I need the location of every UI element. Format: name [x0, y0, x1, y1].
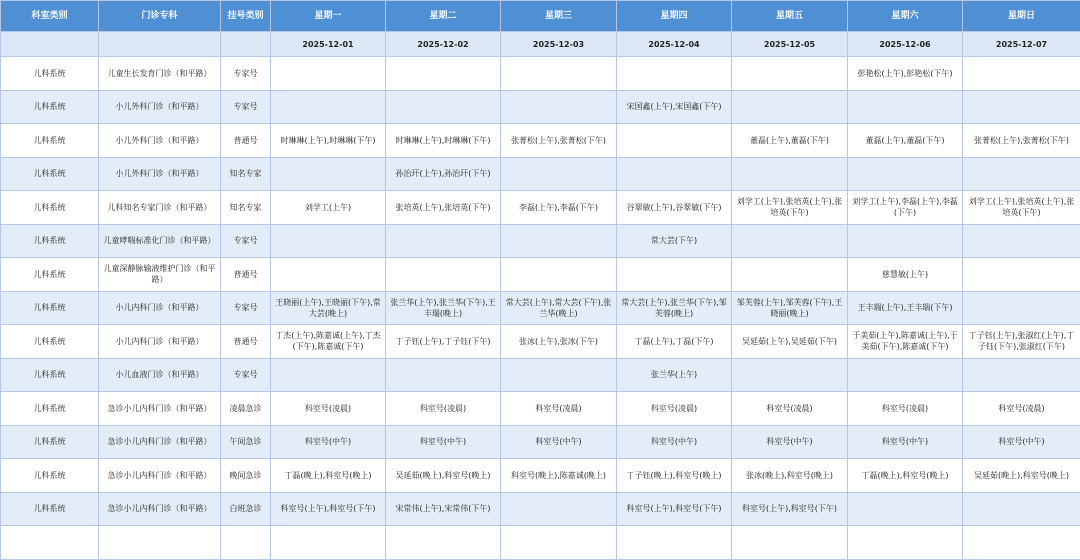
date-sat: 2025-12-06: [848, 32, 963, 57]
cell-sat: [848, 90, 963, 124]
cell-clinic-specialty: 小儿外科门诊（和平路）: [99, 90, 221, 124]
cell-dept-category: 儿科系统: [1, 57, 99, 91]
date-registration-type: [221, 32, 271, 57]
table-row: [1, 325, 1080, 359]
cell-clinic-specialty: 儿童哮喘标准化门诊（和平路）: [99, 224, 221, 258]
cell-fri: [732, 57, 848, 91]
cell-dept-category: 儿科系统: [1, 325, 99, 359]
cell-registration-type: 专家号: [221, 291, 271, 325]
cell-mon[interactable]: 王晓丽(上午),王晓丽(下午),常大芸(晚上): [271, 291, 386, 325]
cell-mon: [271, 57, 386, 91]
cell-mon: [271, 157, 386, 191]
cell-registration-type: 普通号: [221, 258, 271, 292]
cell-sun: [963, 358, 1080, 392]
cell-sat[interactable]: 慈慧敏(上午): [848, 258, 963, 292]
cell-thu[interactable]: 科室号(上午),科室号(下午): [617, 492, 732, 526]
cell-tue[interactable]: 丁子钰(上午),丁子钰(下午): [386, 325, 501, 359]
cell-registration-type: 专家号: [221, 358, 271, 392]
cell-tue[interactable]: 张培英(上午),张培英(下午): [386, 191, 501, 225]
table-row: [1, 90, 1080, 124]
cell-dept-category: 儿科系统: [1, 90, 99, 124]
cell-registration-type: 知名专家: [221, 191, 271, 225]
cell-clinic-specialty: 儿童深静脉输液维护门诊（和平路）: [99, 258, 221, 292]
cell-sun: [963, 157, 1080, 191]
cell-fri[interactable]: 张冰(晚上),科室号(晚上): [732, 459, 848, 493]
cell-sat[interactable]: 王丰瑞(上午),王丰瑞(下午): [848, 291, 963, 325]
cell-fri[interactable]: 科室号(中午): [732, 425, 848, 459]
empty-cell: [848, 526, 963, 560]
cell-mon: [271, 258, 386, 292]
cell-mon[interactable]: 科室号(中午): [271, 425, 386, 459]
cell-wed[interactable]: 科室号(晚上),陈嘉诚(晚上): [501, 459, 617, 493]
cell-fri[interactable]: 科室号(凌晨): [732, 392, 848, 426]
cell-wed: [501, 57, 617, 91]
cell-sun[interactable]: 张菁松(上午),张菁松(下午): [963, 124, 1080, 158]
cell-sun: [963, 492, 1080, 526]
cell-sat[interactable]: 于美茹(上午),陈嘉诚(上午),于美茹(下午),陈嘉诚(下午): [848, 325, 963, 359]
cell-mon: [271, 358, 386, 392]
table-row: [1, 291, 1080, 325]
cell-clinic-specialty: 儿童生长发育门诊（和平路）: [99, 57, 221, 91]
table-row: [1, 157, 1080, 191]
table-row: [1, 392, 1080, 426]
header-dept-category: 科室类别: [1, 1, 99, 32]
cell-tue[interactable]: 吴延茹(晚上),科室号(晚上): [386, 459, 501, 493]
cell-clinic-specialty: 小儿外科门诊（和平路）: [99, 124, 221, 158]
cell-thu: [617, 124, 732, 158]
cell-sun[interactable]: 刘学工(上午),张培英(上午),张培英(下午): [963, 191, 1080, 225]
cell-thu: [617, 258, 732, 292]
header-thu: 星期四: [617, 1, 732, 32]
cell-tue: [386, 358, 501, 392]
cell-dept-category: 儿科系统: [1, 124, 99, 158]
date-dept-category: [1, 32, 99, 57]
cell-clinic-specialty: 急诊小儿内科门诊（和平路）: [99, 392, 221, 426]
cell-fri[interactable]: 科室号(上午),科室号(下午): [732, 492, 848, 526]
cell-thu[interactable]: 丁磊(上午),丁磊(下午): [617, 325, 732, 359]
cell-wed: [501, 492, 617, 526]
cell-fri: [732, 358, 848, 392]
cell-tue: [386, 57, 501, 91]
cell-wed[interactable]: 常大芸(上午),常大芸(下午),张兰华(晚上): [501, 291, 617, 325]
cell-sat: [848, 157, 963, 191]
header-fri: 星期五: [732, 1, 848, 32]
cell-sat[interactable]: 丁磊(晚上),科室号(晚上): [848, 459, 963, 493]
cell-tue: [386, 224, 501, 258]
cell-fri: [732, 157, 848, 191]
cell-clinic-specialty: 急诊小儿内科门诊（和平路）: [99, 492, 221, 526]
cell-sun[interactable]: 科室号(凌晨): [963, 392, 1080, 426]
cell-wed: [501, 224, 617, 258]
cell-wed: [501, 358, 617, 392]
cell-registration-type: 晚间急诊: [221, 459, 271, 493]
table-row: [1, 124, 1080, 158]
cell-thu[interactable]: 张兰华(上午): [617, 358, 732, 392]
cell-tue[interactable]: 科室号(中午): [386, 425, 501, 459]
cell-dept-category: 儿科系统: [1, 392, 99, 426]
cell-sun[interactable]: 吴延茹(晚上),科室号(晚上): [963, 459, 1080, 493]
date-tue: 2025-12-02: [386, 32, 501, 57]
cell-sat: [848, 358, 963, 392]
cell-sat: [848, 492, 963, 526]
header-tue: 星期二: [386, 1, 501, 32]
cell-fri[interactable]: 刘学工(上午),张培英(上午),张培英(下午): [732, 191, 848, 225]
cell-tue[interactable]: 张兰华(上午),张兰华(下午),王丰瑞(晚上): [386, 291, 501, 325]
cell-registration-type: 专家号: [221, 57, 271, 91]
cell-mon: [271, 224, 386, 258]
cell-sat[interactable]: 科室号(凌晨): [848, 392, 963, 426]
empty-cell: [221, 526, 271, 560]
cell-sun: [963, 224, 1080, 258]
cell-sat[interactable]: 刘学工(上午),李磊(上午),李磊(下午): [848, 191, 963, 225]
schedule-body: [1, 57, 1080, 560]
cell-sat[interactable]: 董磊(上午),董磊(下午): [848, 124, 963, 158]
cell-clinic-specialty: 小儿内科门诊（和平路）: [99, 325, 221, 359]
cell-sun: [963, 291, 1080, 325]
empty-cell: [271, 526, 386, 560]
empty-cell: [617, 526, 732, 560]
header-sat: 星期六: [848, 1, 963, 32]
date-sun: 2025-12-07: [963, 32, 1080, 57]
table-row: [1, 191, 1080, 225]
cell-clinic-specialty: 小儿外科门诊（和平路）: [99, 157, 221, 191]
date-thu: 2025-12-04: [617, 32, 732, 57]
header-registration-type: 挂号类别: [221, 1, 271, 32]
cell-dept-category: 儿科系统: [1, 224, 99, 258]
cell-clinic-specialty: 急诊小儿内科门诊（和平路）: [99, 425, 221, 459]
cell-mon[interactable]: 科室号(凌晨): [271, 392, 386, 426]
cell-fri[interactable]: 董磊(上午),董磊(下午): [732, 124, 848, 158]
cell-dept-category: 儿科系统: [1, 492, 99, 526]
table-row: [1, 224, 1080, 258]
cell-mon[interactable]: 科室号(上午),科室号(下午): [271, 492, 386, 526]
cell-dept-category: 儿科系统: [1, 425, 99, 459]
cell-registration-type: 普通号: [221, 325, 271, 359]
cell-dept-category: 儿科系统: [1, 358, 99, 392]
cell-thu: [617, 157, 732, 191]
cell-dept-category: 儿科系统: [1, 291, 99, 325]
cell-fri: [732, 90, 848, 124]
empty-cell: [501, 526, 617, 560]
cell-tue: [386, 258, 501, 292]
table-row: [1, 57, 1080, 91]
cell-tue[interactable]: 孙治玕(上午),孙治玕(下午): [386, 157, 501, 191]
cell-sun: [963, 258, 1080, 292]
cell-dept-category: 儿科系统: [1, 459, 99, 493]
cell-fri[interactable]: 邹芙蓉(上午),邹芙蓉(下午),王晓丽(晚上): [732, 291, 848, 325]
cell-mon[interactable]: 刘学工(上午): [271, 191, 386, 225]
table-row: [1, 459, 1080, 493]
cell-registration-type: 凌晨急诊: [221, 392, 271, 426]
cell-mon[interactable]: 丁杰(上午),陈嘉诚(上午),丁杰(下午),陈嘉诚(下午): [271, 325, 386, 359]
empty-row: [1, 526, 1080, 560]
cell-thu: [617, 57, 732, 91]
cell-wed: [501, 90, 617, 124]
table-row: [1, 492, 1080, 526]
cell-dept-category: 儿科系统: [1, 157, 99, 191]
cell-thu[interactable]: 常大芸(下午): [617, 224, 732, 258]
cell-sat: [848, 224, 963, 258]
header-sun: 星期日: [963, 1, 1080, 32]
cell-clinic-specialty: 儿科知名专家门诊（和平路）: [99, 191, 221, 225]
cell-sat[interactable]: 彭艳松(上午),彭艳松(下午): [848, 57, 963, 91]
header-wed: 星期三: [501, 1, 617, 32]
empty-cell: [1, 526, 99, 560]
cell-fri: [732, 258, 848, 292]
cell-clinic-specialty: 急诊小儿内科门诊（和平路）: [99, 459, 221, 493]
cell-sat[interactable]: 科室号(中午): [848, 425, 963, 459]
date-clinic-specialty: [99, 32, 221, 57]
cell-registration-type: 专家号: [221, 224, 271, 258]
cell-wed[interactable]: 李磊(上午),李磊(下午): [501, 191, 617, 225]
cell-tue[interactable]: 科室号(凌晨): [386, 392, 501, 426]
cell-wed[interactable]: 科室号(凌晨): [501, 392, 617, 426]
cell-mon[interactable]: 丁磊(晚上),科室号(晚上): [271, 459, 386, 493]
cell-registration-type: 专家号: [221, 90, 271, 124]
cell-sun: [963, 57, 1080, 91]
cell-wed[interactable]: 张冰(上午),张冰(下午): [501, 325, 617, 359]
cell-sun: [963, 90, 1080, 124]
cell-wed: [501, 157, 617, 191]
cell-dept-category: 儿科系统: [1, 191, 99, 225]
date-mon: 2025-12-01: [271, 32, 386, 57]
cell-wed: [501, 258, 617, 292]
cell-registration-type: 午间急诊: [221, 425, 271, 459]
header-mon: 星期一: [271, 1, 386, 32]
cell-wed[interactable]: 科室号(中午): [501, 425, 617, 459]
date-fri: 2025-12-05: [732, 32, 848, 57]
cell-thu[interactable]: 谷翠敏(上午),谷翠敏(下午): [617, 191, 732, 225]
cell-thu[interactable]: 科室号(凌晨): [617, 392, 732, 426]
date-row: [1, 32, 1080, 57]
cell-registration-type: 知名专家: [221, 157, 271, 191]
cell-registration-type: 普通号: [221, 124, 271, 158]
cell-thu[interactable]: 常大芸(上午),张兰华(下午),邹芙蓉(晚上): [617, 291, 732, 325]
header-row: [1, 1, 1080, 32]
empty-cell: [386, 526, 501, 560]
table-row: [1, 258, 1080, 292]
cell-clinic-specialty: 小儿内科门诊（和平路）: [99, 291, 221, 325]
cell-mon: [271, 90, 386, 124]
cell-tue[interactable]: 时琳琳(上午),时琳琳(下午): [386, 124, 501, 158]
cell-thu[interactable]: 科室号(中午): [617, 425, 732, 459]
cell-tue[interactable]: 宋常伟(上午),宋常伟(下午): [386, 492, 501, 526]
table-row: [1, 358, 1080, 392]
cell-thu[interactable]: 宋国鑫(上午),宋国鑫(下午): [617, 90, 732, 124]
cell-sun[interactable]: 科室号(中午): [963, 425, 1080, 459]
cell-mon[interactable]: 时琳琳(上午),时琳琳(下午): [271, 124, 386, 158]
cell-tue: [386, 90, 501, 124]
cell-registration-type: 白班急诊: [221, 492, 271, 526]
cell-wed[interactable]: 张菁松(上午),张菁松(下午): [501, 124, 617, 158]
cell-clinic-specialty: 小儿血液门诊（和平路）: [99, 358, 221, 392]
date-wed: 2025-12-03: [501, 32, 617, 57]
empty-cell: [963, 526, 1080, 560]
empty-cell: [732, 526, 848, 560]
cell-sun[interactable]: 丁子钰(上午),张淑红(上午),丁子钰(下午),张淑红(下午): [963, 325, 1080, 359]
empty-cell: [99, 526, 221, 560]
cell-dept-category: 儿科系统: [1, 258, 99, 292]
cell-fri: [732, 224, 848, 258]
header-clinic-specialty: 门诊专科: [99, 1, 221, 32]
table-row: [1, 425, 1080, 459]
cell-thu[interactable]: 丁子钰(晚上),科室号(晚上): [617, 459, 732, 493]
cell-fri[interactable]: 吴延茹(上午),吴延茹(下午): [732, 325, 848, 359]
